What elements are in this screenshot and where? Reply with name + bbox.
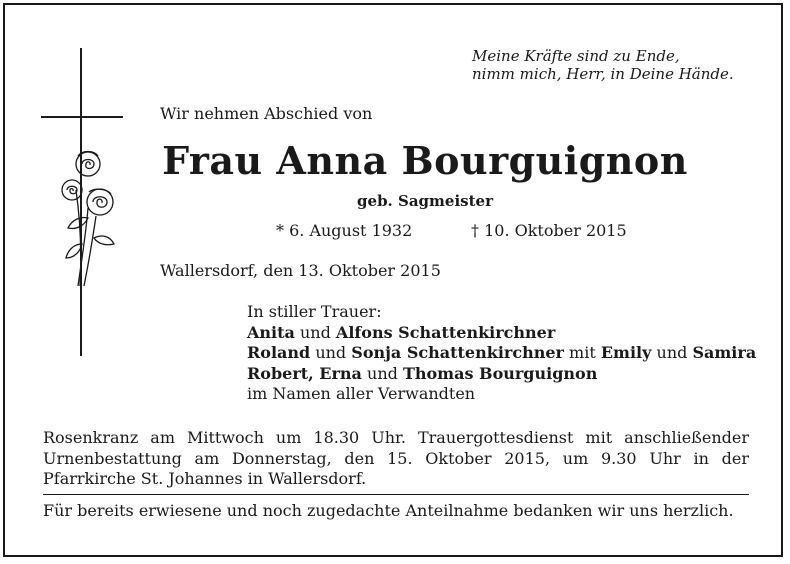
birth-date: * 6. August 1932 <box>276 221 413 240</box>
mourners-block <box>247 302 756 405</box>
connector: mit <box>563 343 601 362</box>
born-name: geb. Sagmeister <box>357 192 493 210</box>
cross-icon-bar <box>41 116 123 118</box>
mourners-line-1 <box>247 323 756 344</box>
mourner-name: Alfons Schattenkirchner <box>335 322 556 342</box>
mourner-name: Samira <box>692 343 757 362</box>
intro-text: Wir nehmen Abschied von <box>160 104 373 123</box>
connector: und <box>310 343 352 362</box>
mourner-name: Anita <box>247 322 295 342</box>
mourners-line-4: im Namen aller Verwandten <box>247 384 476 403</box>
mourner-name: Thomas Bourguignon <box>402 363 598 383</box>
motto-line-1: Meine Kräfte sind zu Ende, <box>472 47 680 65</box>
mourners-line-2 <box>247 343 756 364</box>
motto-line-2: nimm mich, Herr, in Deine Hände. <box>472 65 734 83</box>
thanks-text: Für bereits erwiesene und noch zugedachte Anteilnahme bedanken wir uns herzlich. <box>43 501 734 520</box>
mourner-name: Roland <box>247 343 311 362</box>
mourning-heading: In stiller Trauer: <box>247 302 382 321</box>
mourner-name: Sonja Schattenkirchner <box>351 343 564 362</box>
deceased-name: Frau Anna Bourguignon <box>162 138 688 183</box>
mourner-name: Emily <box>600 343 652 362</box>
divider <box>43 494 749 495</box>
mourners-line-3 <box>247 364 756 385</box>
service-info: Rosenkranz am Mittwoch um 18.30 Uhr. Trauergottesdienst mit anschließender Urnenbestattung am Donnerstag, den 15. Oktober 2015, um 9.30 Uhr in der Pfarrkirche St. Johannes in Wallersdorf. <box>43 428 749 488</box>
death-date: † 10. Oktober 2015 <box>471 221 627 240</box>
connector: und <box>294 322 336 342</box>
mourner-name: Robert, Erna <box>247 363 362 383</box>
place-date: Wallersdorf, den 13. Oktober 2015 <box>160 261 441 280</box>
connector: und <box>651 343 693 362</box>
motto-verse <box>472 47 734 83</box>
connector: und <box>361 363 403 383</box>
